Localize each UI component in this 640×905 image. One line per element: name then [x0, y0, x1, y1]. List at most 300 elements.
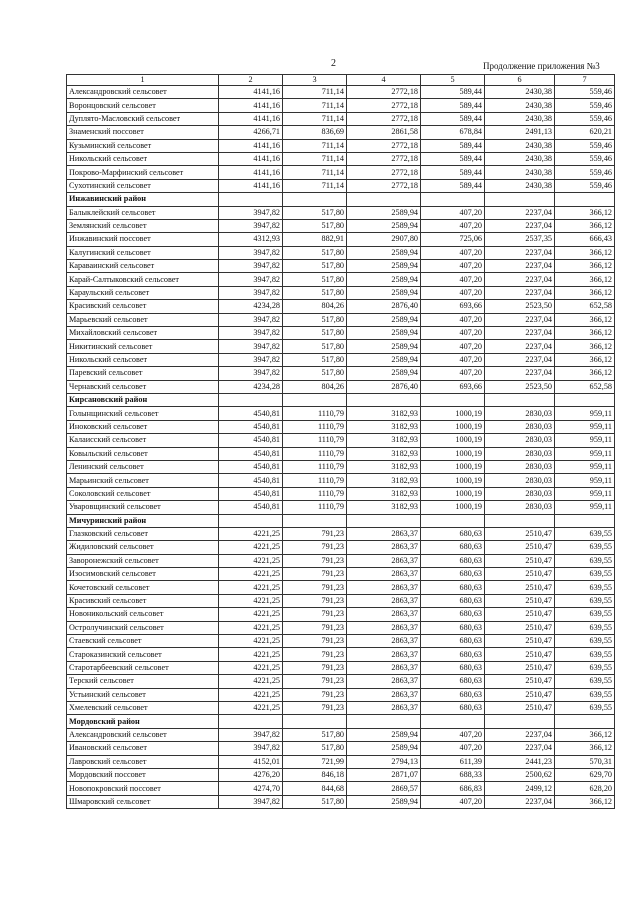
- value-cell: 666,43: [555, 233, 615, 246]
- table-body: [67, 86, 615, 809]
- settlement-name: Никольский сельсовет: [67, 353, 219, 366]
- value-cell: 4221,25: [219, 635, 283, 648]
- value-cell: 1110,79: [283, 487, 347, 500]
- value-cell: 2499,12: [485, 782, 555, 795]
- value-cell: 2523,50: [485, 300, 555, 313]
- value-cell: 2830,03: [485, 501, 555, 514]
- empty-cell: [283, 393, 347, 406]
- value-cell: 2772,18: [347, 166, 421, 179]
- value-cell: 4221,25: [219, 621, 283, 634]
- table-row: [67, 179, 615, 192]
- settlement-name: Остролучинский сельсовет: [67, 621, 219, 634]
- value-cell: 559,46: [555, 166, 615, 179]
- settlement-name: Покрово-Марфинский сельсовет: [67, 166, 219, 179]
- value-cell: 959,11: [555, 420, 615, 433]
- value-cell: 2863,37: [347, 568, 421, 581]
- value-cell: 517,80: [283, 728, 347, 741]
- value-cell: 366,12: [555, 273, 615, 286]
- value-cell: 639,55: [555, 541, 615, 554]
- district-header-row: [67, 715, 615, 728]
- value-cell: 517,80: [283, 246, 347, 259]
- value-cell: 791,23: [283, 541, 347, 554]
- value-cell: 2589,94: [347, 273, 421, 286]
- value-cell: 366,12: [555, 353, 615, 366]
- value-cell: 680,63: [421, 635, 485, 648]
- value-cell: 4221,25: [219, 701, 283, 714]
- value-cell: 791,23: [283, 688, 347, 701]
- table-row: [67, 139, 615, 152]
- value-cell: 2510,47: [485, 661, 555, 674]
- value-cell: 3182,93: [347, 460, 421, 473]
- value-cell: 2871,07: [347, 768, 421, 781]
- value-cell: 589,44: [421, 112, 485, 125]
- value-cell: 882,91: [283, 233, 347, 246]
- value-cell: 559,46: [555, 99, 615, 112]
- settlement-name: Мордовский поссовет: [67, 768, 219, 781]
- value-cell: 4141,16: [219, 99, 283, 112]
- empty-cell: [421, 393, 485, 406]
- table-row: [67, 340, 615, 353]
- table-row: [67, 434, 615, 447]
- value-cell: 639,55: [555, 527, 615, 540]
- value-cell: 2537,35: [485, 233, 555, 246]
- value-cell: 2237,04: [485, 340, 555, 353]
- settlement-name: Карай-Салтыковский сельсовет: [67, 273, 219, 286]
- value-cell: 2772,18: [347, 99, 421, 112]
- value-cell: 791,23: [283, 661, 347, 674]
- empty-cell: [219, 393, 283, 406]
- value-cell: 2772,18: [347, 86, 421, 99]
- value-cell: 589,44: [421, 166, 485, 179]
- settlement-name: Стаевский сельсовет: [67, 635, 219, 648]
- empty-cell: [347, 193, 421, 206]
- district-header-row: [67, 193, 615, 206]
- value-cell: 2430,38: [485, 99, 555, 112]
- settlement-name: Уваровщинский сельсовет: [67, 501, 219, 514]
- value-cell: 711,14: [283, 112, 347, 125]
- value-cell: 639,55: [555, 554, 615, 567]
- value-cell: 711,14: [283, 139, 347, 152]
- value-cell: 3182,93: [347, 407, 421, 420]
- value-cell: 1000,19: [421, 487, 485, 500]
- value-cell: 959,11: [555, 434, 615, 447]
- value-cell: 686,83: [421, 782, 485, 795]
- empty-cell: [555, 393, 615, 406]
- value-cell: 791,23: [283, 648, 347, 661]
- value-cell: 2863,37: [347, 701, 421, 714]
- value-cell: 4274,70: [219, 782, 283, 795]
- table-row: [67, 742, 615, 755]
- value-cell: 4221,25: [219, 568, 283, 581]
- table-row: [67, 327, 615, 340]
- value-cell: 1000,19: [421, 420, 485, 433]
- value-cell: 4540,81: [219, 487, 283, 500]
- value-cell: 2869,57: [347, 782, 421, 795]
- value-cell: 639,55: [555, 608, 615, 621]
- table-row: [67, 661, 615, 674]
- value-cell: 517,80: [283, 313, 347, 326]
- settlement-name: Устьинский сельсовет: [67, 688, 219, 701]
- value-cell: 1000,19: [421, 460, 485, 473]
- table-row: [67, 367, 615, 380]
- value-cell: 2237,04: [485, 313, 555, 326]
- value-cell: 517,80: [283, 353, 347, 366]
- value-cell: 711,14: [283, 152, 347, 165]
- settlement-name: Ивановский сельсовет: [67, 742, 219, 755]
- value-cell: 2510,47: [485, 554, 555, 567]
- empty-cell: [283, 514, 347, 527]
- data-table: [66, 74, 615, 809]
- value-cell: 611,39: [421, 755, 485, 768]
- value-cell: 2237,04: [485, 728, 555, 741]
- settlement-name: Знаменский поссовет: [67, 126, 219, 139]
- table-row: [67, 487, 615, 500]
- settlement-name: Глазковский сельсовет: [67, 527, 219, 540]
- table-row: [67, 648, 615, 661]
- value-cell: 2863,37: [347, 594, 421, 607]
- value-cell: 407,20: [421, 353, 485, 366]
- value-cell: 680,63: [421, 675, 485, 688]
- value-cell: 680,63: [421, 527, 485, 540]
- value-cell: 4234,28: [219, 380, 283, 393]
- value-cell: 711,14: [283, 179, 347, 192]
- value-cell: 2863,37: [347, 608, 421, 621]
- value-cell: 2500,62: [485, 768, 555, 781]
- value-cell: 366,12: [555, 286, 615, 299]
- value-cell: 2510,47: [485, 527, 555, 540]
- table-row: [67, 447, 615, 460]
- table-row: [67, 621, 615, 634]
- value-cell: 711,14: [283, 166, 347, 179]
- value-cell: 4221,25: [219, 688, 283, 701]
- value-cell: 2876,40: [347, 300, 421, 313]
- value-cell: 791,23: [283, 635, 347, 648]
- value-cell: 959,11: [555, 460, 615, 473]
- column-header: 5: [421, 75, 485, 86]
- appendix-caption: Продолжение приложения №3: [483, 61, 600, 71]
- value-cell: 3182,93: [347, 487, 421, 500]
- settlement-name: Калугинский сельсовет: [67, 246, 219, 259]
- value-cell: 791,23: [283, 527, 347, 540]
- value-cell: 3947,82: [219, 327, 283, 340]
- value-cell: 2772,18: [347, 112, 421, 125]
- column-header: 4: [347, 75, 421, 86]
- table-row: [67, 166, 615, 179]
- table-row: [67, 795, 615, 808]
- value-cell: 3182,93: [347, 474, 421, 487]
- value-cell: 959,11: [555, 487, 615, 500]
- value-cell: 3947,82: [219, 286, 283, 299]
- value-cell: 652,58: [555, 380, 615, 393]
- column-header: 1: [67, 75, 219, 86]
- settlement-name: Караваинский сельсовет: [67, 260, 219, 273]
- value-cell: 680,63: [421, 688, 485, 701]
- value-cell: 2510,47: [485, 701, 555, 714]
- empty-cell: [485, 393, 555, 406]
- value-cell: 2510,47: [485, 635, 555, 648]
- value-cell: 791,23: [283, 581, 347, 594]
- value-cell: 2237,04: [485, 367, 555, 380]
- table-row: [67, 86, 615, 99]
- value-cell: 589,44: [421, 179, 485, 192]
- column-header: 6: [485, 75, 555, 86]
- value-cell: 2237,04: [485, 353, 555, 366]
- value-cell: 4141,16: [219, 152, 283, 165]
- table-row: [67, 286, 615, 299]
- value-cell: 1110,79: [283, 420, 347, 433]
- value-cell: 2430,38: [485, 166, 555, 179]
- value-cell: 4221,25: [219, 594, 283, 607]
- value-cell: 804,26: [283, 300, 347, 313]
- value-cell: 366,12: [555, 340, 615, 353]
- district-header-row: [67, 393, 615, 406]
- value-cell: 4221,25: [219, 527, 283, 540]
- settlement-name: Калаисский сельсовет: [67, 434, 219, 447]
- settlement-name: Лавровский сельсовет: [67, 755, 219, 768]
- table-row: [67, 233, 615, 246]
- table-row: [67, 313, 615, 326]
- value-cell: 4141,16: [219, 179, 283, 192]
- value-cell: 517,80: [283, 273, 347, 286]
- value-cell: 2430,38: [485, 179, 555, 192]
- value-cell: 639,55: [555, 621, 615, 634]
- value-cell: 4266,71: [219, 126, 283, 139]
- value-cell: 791,23: [283, 608, 347, 621]
- value-cell: 366,12: [555, 219, 615, 232]
- value-cell: 2830,03: [485, 474, 555, 487]
- value-cell: 639,55: [555, 701, 615, 714]
- value-cell: 2510,47: [485, 581, 555, 594]
- value-cell: 2237,04: [485, 246, 555, 259]
- value-cell: 2772,18: [347, 139, 421, 152]
- table-row: [67, 99, 615, 112]
- value-cell: 2237,04: [485, 260, 555, 273]
- settlement-name: Новоникольский сельсовет: [67, 608, 219, 621]
- value-cell: 3182,93: [347, 434, 421, 447]
- table-row: [67, 501, 615, 514]
- value-cell: 4540,81: [219, 501, 283, 514]
- value-cell: 3947,82: [219, 273, 283, 286]
- settlement-name: Терский сельсовет: [67, 675, 219, 688]
- value-cell: 4540,81: [219, 460, 283, 473]
- value-cell: 2907,80: [347, 233, 421, 246]
- column-header: 7: [555, 75, 615, 86]
- value-cell: 407,20: [421, 246, 485, 259]
- empty-cell: [555, 514, 615, 527]
- settlement-name: Инжавинский поссовет: [67, 233, 219, 246]
- settlement-name: Ленинский сельсовет: [67, 460, 219, 473]
- empty-cell: [219, 514, 283, 527]
- settlement-name: Паревский сельсовет: [67, 367, 219, 380]
- value-cell: 4221,25: [219, 541, 283, 554]
- table-row: [67, 126, 615, 139]
- settlement-name: Балыклейский сельсовет: [67, 206, 219, 219]
- table-row: [67, 152, 615, 165]
- value-cell: 4276,20: [219, 768, 283, 781]
- value-cell: 652,58: [555, 300, 615, 313]
- value-cell: 2863,37: [347, 527, 421, 540]
- empty-cell: [347, 393, 421, 406]
- value-cell: 2772,18: [347, 152, 421, 165]
- empty-cell: [555, 193, 615, 206]
- value-cell: 2237,04: [485, 742, 555, 755]
- value-cell: 559,46: [555, 139, 615, 152]
- value-cell: 589,44: [421, 99, 485, 112]
- value-cell: 2863,37: [347, 581, 421, 594]
- value-cell: 407,20: [421, 728, 485, 741]
- table-row: [67, 568, 615, 581]
- value-cell: 366,12: [555, 327, 615, 340]
- value-cell: 2589,94: [347, 742, 421, 755]
- column-header: 2: [219, 75, 283, 86]
- value-cell: 2830,03: [485, 460, 555, 473]
- table-row: [67, 541, 615, 554]
- settlement-name: Землянский сельсовет: [67, 219, 219, 232]
- value-cell: 559,46: [555, 86, 615, 99]
- settlement-name: Новопокровский поссовет: [67, 782, 219, 795]
- value-cell: 1110,79: [283, 460, 347, 473]
- value-cell: 639,55: [555, 675, 615, 688]
- value-cell: 589,44: [421, 86, 485, 99]
- value-cell: 3182,93: [347, 501, 421, 514]
- value-cell: 4221,25: [219, 675, 283, 688]
- empty-cell: [485, 715, 555, 728]
- value-cell: 2861,58: [347, 126, 421, 139]
- table-row: [67, 380, 615, 393]
- value-cell: 366,12: [555, 206, 615, 219]
- settlement-name: Жидиловский сельсовет: [67, 541, 219, 554]
- value-cell: 791,23: [283, 594, 347, 607]
- table-row: [67, 112, 615, 125]
- value-cell: 2830,03: [485, 407, 555, 420]
- value-cell: 680,63: [421, 648, 485, 661]
- settlement-name: Староказинский сельсовет: [67, 648, 219, 661]
- value-cell: 4141,16: [219, 139, 283, 152]
- value-cell: 589,44: [421, 152, 485, 165]
- value-cell: 4141,16: [219, 112, 283, 125]
- value-cell: 3947,82: [219, 367, 283, 380]
- value-cell: 2876,40: [347, 380, 421, 393]
- value-cell: 639,55: [555, 581, 615, 594]
- settlement-name: Марьинский сельсовет: [67, 474, 219, 487]
- value-cell: 1000,19: [421, 447, 485, 460]
- district-name: Инжавинский район: [67, 193, 219, 206]
- value-cell: 1110,79: [283, 474, 347, 487]
- value-cell: 2589,94: [347, 728, 421, 741]
- settlement-name: Красивский сельсовет: [67, 300, 219, 313]
- value-cell: 366,12: [555, 246, 615, 259]
- empty-cell: [485, 193, 555, 206]
- value-cell: 366,12: [555, 367, 615, 380]
- page-number: 2: [331, 58, 336, 69]
- value-cell: 4221,25: [219, 608, 283, 621]
- value-cell: 2510,47: [485, 568, 555, 581]
- table-row: [67, 219, 615, 232]
- value-cell: 639,55: [555, 688, 615, 701]
- value-cell: 407,20: [421, 286, 485, 299]
- value-cell: 2830,03: [485, 487, 555, 500]
- settlement-name: Александровский сельсовет: [67, 728, 219, 741]
- value-cell: 559,46: [555, 112, 615, 125]
- value-cell: 407,20: [421, 313, 485, 326]
- value-cell: 959,11: [555, 447, 615, 460]
- table-row: [67, 420, 615, 433]
- empty-cell: [347, 715, 421, 728]
- value-cell: 366,12: [555, 795, 615, 808]
- value-cell: 2589,94: [347, 246, 421, 259]
- value-cell: 3947,82: [219, 219, 283, 232]
- district-name: Мордовский район: [67, 715, 219, 728]
- value-cell: 366,12: [555, 260, 615, 273]
- empty-cell: [283, 715, 347, 728]
- value-cell: 629,70: [555, 768, 615, 781]
- value-cell: 3947,82: [219, 340, 283, 353]
- value-cell: 517,80: [283, 327, 347, 340]
- value-cell: 688,33: [421, 768, 485, 781]
- value-cell: 517,80: [283, 260, 347, 273]
- table-row: [67, 728, 615, 741]
- column-header-row: [67, 75, 615, 86]
- value-cell: 559,46: [555, 179, 615, 192]
- settlement-name: Голынщинский сельсовет: [67, 407, 219, 420]
- value-cell: 2510,47: [485, 648, 555, 661]
- value-cell: 517,80: [283, 340, 347, 353]
- value-cell: 366,12: [555, 728, 615, 741]
- value-cell: 628,20: [555, 782, 615, 795]
- value-cell: 1000,19: [421, 407, 485, 420]
- value-cell: 2589,94: [347, 795, 421, 808]
- value-cell: 680,63: [421, 661, 485, 674]
- settlement-name: Соколовский сельсовет: [67, 487, 219, 500]
- value-cell: 4221,25: [219, 648, 283, 661]
- value-cell: 3947,82: [219, 260, 283, 273]
- table-row: [67, 701, 615, 714]
- settlement-name: Иноковский сельсовет: [67, 420, 219, 433]
- value-cell: 680,63: [421, 621, 485, 634]
- value-cell: 2237,04: [485, 273, 555, 286]
- value-cell: 959,11: [555, 501, 615, 514]
- value-cell: 711,14: [283, 99, 347, 112]
- empty-cell: [421, 715, 485, 728]
- value-cell: 4312,93: [219, 233, 283, 246]
- value-cell: 2510,47: [485, 621, 555, 634]
- district-header-row: [67, 514, 615, 527]
- value-cell: 3947,82: [219, 313, 283, 326]
- value-cell: 2863,37: [347, 554, 421, 567]
- value-cell: 407,20: [421, 742, 485, 755]
- value-cell: 693,66: [421, 300, 485, 313]
- value-cell: 2523,50: [485, 380, 555, 393]
- value-cell: 2589,94: [347, 367, 421, 380]
- value-cell: 791,23: [283, 701, 347, 714]
- value-cell: 4540,81: [219, 420, 283, 433]
- value-cell: 791,23: [283, 621, 347, 634]
- value-cell: 2794,13: [347, 755, 421, 768]
- value-cell: 959,11: [555, 474, 615, 487]
- value-cell: 2510,47: [485, 688, 555, 701]
- value-cell: 791,23: [283, 675, 347, 688]
- table-row: [67, 273, 615, 286]
- value-cell: 791,23: [283, 554, 347, 567]
- column-header: 3: [283, 75, 347, 86]
- value-cell: 711,14: [283, 86, 347, 99]
- value-cell: 2430,38: [485, 86, 555, 99]
- value-cell: 4540,81: [219, 447, 283, 460]
- value-cell: 1110,79: [283, 501, 347, 514]
- value-cell: 2491,13: [485, 126, 555, 139]
- value-cell: 2589,94: [347, 206, 421, 219]
- value-cell: 620,21: [555, 126, 615, 139]
